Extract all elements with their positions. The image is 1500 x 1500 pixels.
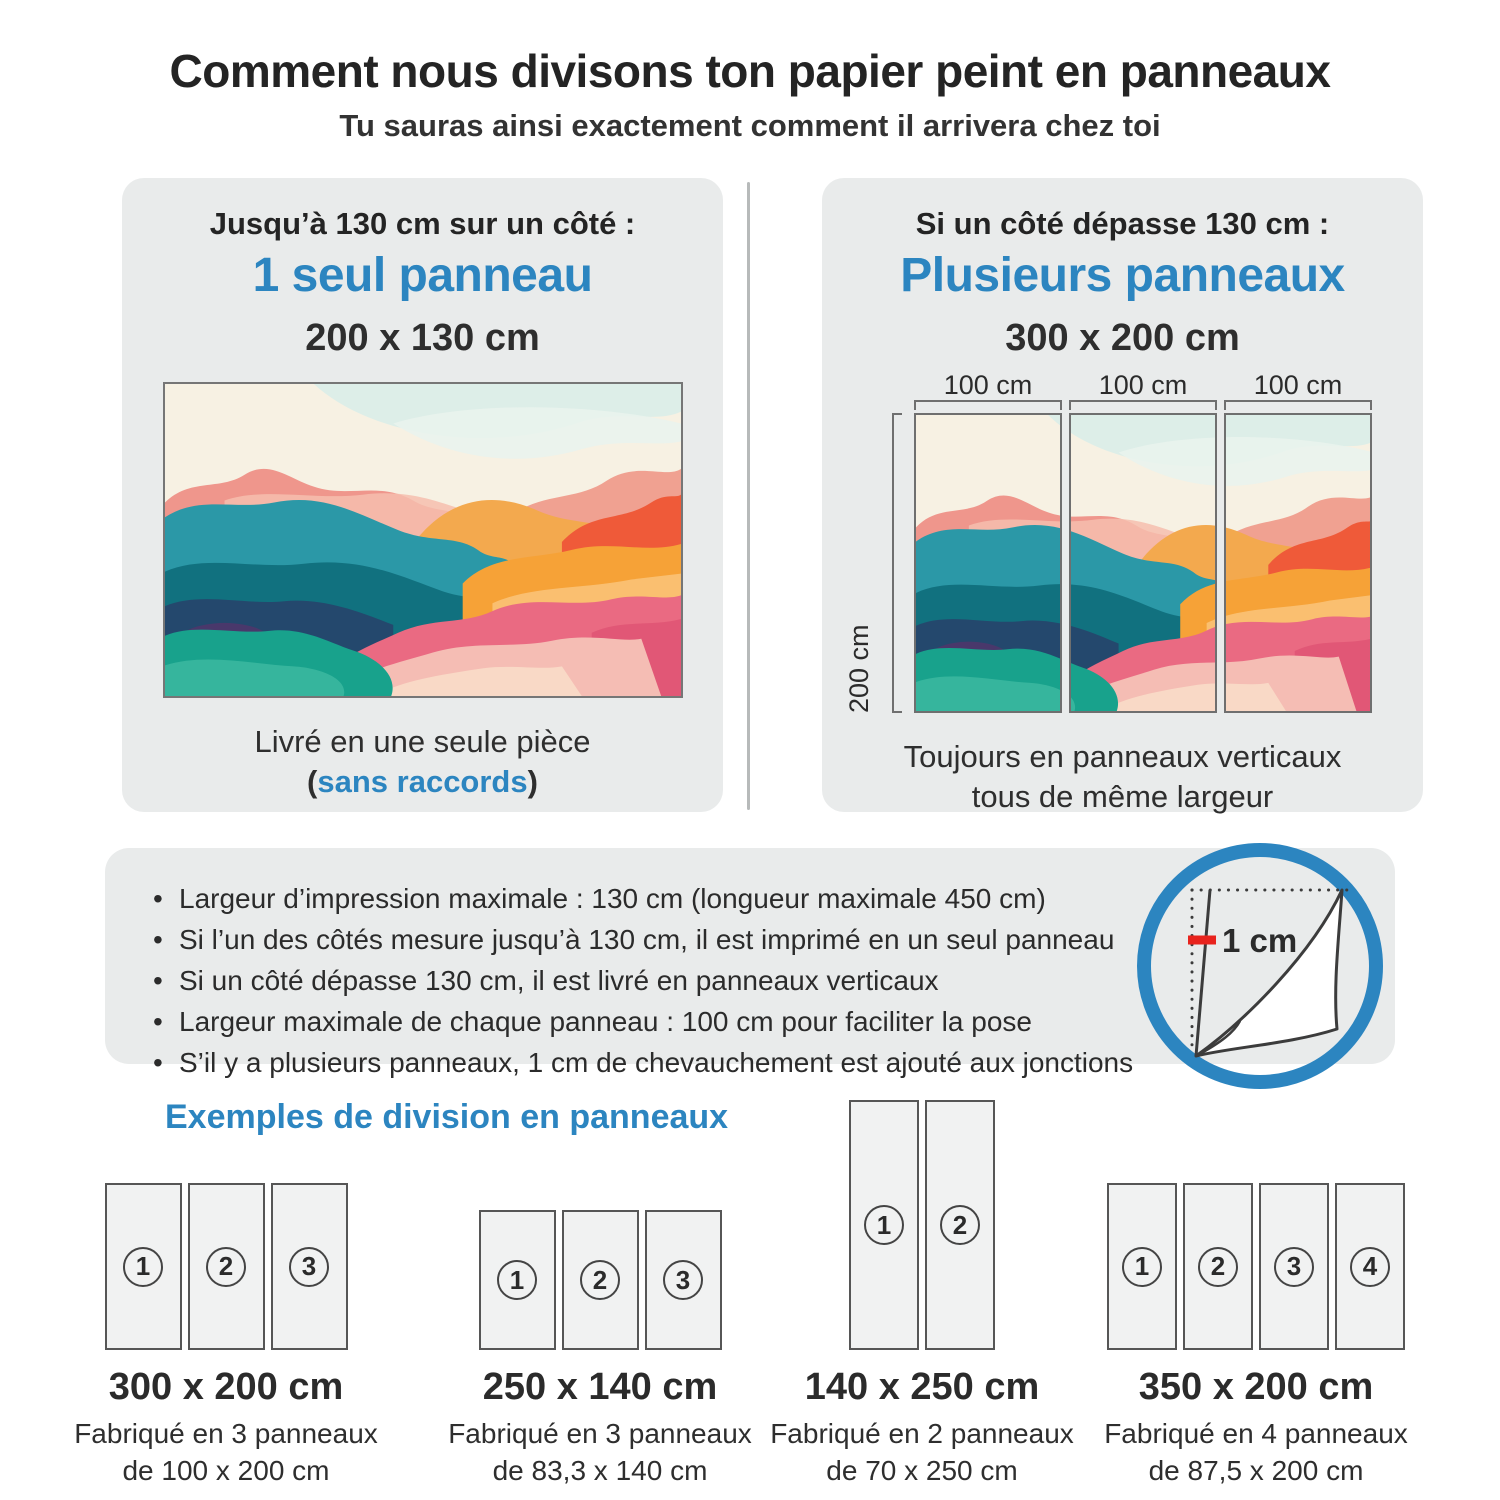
badge-ring — [1144, 850, 1376, 1082]
panel-width-measure — [914, 370, 1062, 410]
rule-item: • Si l’un des côtés mesure jusqu’à 130 cm, il est imprimé en un seul panneau — [153, 919, 1125, 960]
panel — [849, 1100, 919, 1350]
single-panel-result: 1 seul panneau — [252, 249, 593, 302]
panel-number-badge: 1 — [1122, 1247, 1162, 1287]
rule-item: • S’il y a plusieurs panneaux, 1 cm de chevauchement est ajouté aux jonctions — [153, 1042, 1125, 1083]
wallpaper-preview-panels — [914, 413, 1372, 713]
caption-highlight: sans raccords — [317, 764, 528, 799]
single-panel-condition: Jusqu’à 130 cm sur un côté : — [209, 206, 636, 241]
sheet-left-edge — [1196, 890, 1210, 1056]
example-size: 350 x 200 cm — [1138, 1366, 1374, 1408]
example-size: 140 x 250 cm — [804, 1366, 1040, 1408]
width-bracket — [1224, 400, 1372, 410]
panel — [479, 1210, 556, 1350]
example-description: Fabriqué en 4 panneaux de 87,5 x 200 cm — [1104, 1418, 1408, 1486]
panel-number-badge: 2 — [206, 1247, 246, 1287]
rule-item: • Largeur d’impression maximale : 130 cm (longueur maximale 450 cm) — [153, 878, 1125, 919]
panel-width-measure — [1224, 370, 1372, 410]
panel-width-label: 100 cm — [1098, 370, 1188, 400]
panel-width-measures — [914, 370, 1372, 410]
panel-number-badge: 3 — [1274, 1247, 1314, 1287]
width-bracket — [1069, 400, 1217, 410]
page-title: Comment nous divisons ton papier peint en panneaux — [169, 45, 1331, 97]
panel-width-label: 100 cm — [943, 370, 1033, 400]
watercolor-artwork — [1224, 415, 1372, 711]
overlap-label: 1 cm — [1222, 922, 1298, 959]
example-description: Fabriqué en 3 panneaux de 100 x 200 cm — [74, 1418, 378, 1486]
single-panel-caption: Livré en une seule pièce (sans raccords) — [254, 724, 591, 799]
panel — [1183, 1183, 1253, 1350]
curled-sheet — [1196, 890, 1342, 1056]
example-size: 250 x 140 cm — [482, 1366, 718, 1408]
example-panels — [1076, 1100, 1436, 1350]
page-subtitle: Tu sauras ainsi exactement comment il arrivera chez toi — [339, 108, 1161, 143]
wallpaper-panel-2 — [1069, 413, 1217, 713]
watercolor-artwork — [916, 415, 1062, 711]
example-description: Fabriqué en 2 panneaux de 70 x 250 cm — [770, 1418, 1074, 1486]
panel — [645, 1210, 722, 1350]
multi-panel-condition: Si un côté dépasse 130 cm : — [915, 206, 1330, 241]
panel-width-measure — [1069, 370, 1217, 410]
wallpaper-preview-single — [163, 382, 683, 698]
height-bracket — [892, 413, 902, 713]
panel — [105, 1183, 182, 1350]
example-size: 300 x 200 cm — [108, 1366, 344, 1408]
example-description: Fabriqué en 3 panneaux de 83,3 x 140 cm — [448, 1418, 752, 1486]
panel — [1335, 1183, 1405, 1350]
panel-number-badge: 3 — [663, 1260, 703, 1300]
panel-number-badge: 1 — [497, 1260, 537, 1300]
examples-row — [0, 1100, 1500, 1486]
multi-panel-diagram — [844, 370, 1372, 713]
multi-panel-size: 300 x 200 cm — [1005, 317, 1240, 359]
panel-number-badge: 4 — [1350, 1247, 1390, 1287]
example-panels — [742, 1100, 1102, 1350]
overlap-circle-icon — [1130, 836, 1390, 1096]
multi-panel-caption: Toujours en panneaux verticaux tous de même largeur — [903, 739, 1342, 814]
panel — [1259, 1183, 1329, 1350]
rule-item: • Si un côté dépasse 130 cm, il est livré en panneaux verticaux — [153, 960, 1125, 1001]
panel-width-label: 100 cm — [1253, 370, 1343, 400]
panel-number-badge: 2 — [940, 1205, 980, 1245]
panel-division-example — [1076, 1100, 1436, 1489]
rule-item: • Largeur maximale de chaque panneau : 100 cm pour faciliter la pose — [153, 1001, 1125, 1042]
example-panels — [46, 1100, 406, 1350]
panel-number-badge: 3 — [289, 1247, 329, 1287]
panel — [188, 1183, 265, 1350]
watercolor-artwork — [165, 384, 681, 696]
panel-number-badge: 2 — [580, 1260, 620, 1300]
wallpaper-panel-1 — [914, 413, 1062, 713]
single-panel-card — [122, 178, 723, 812]
multi-panel-card — [822, 178, 1423, 812]
width-bracket — [914, 400, 1062, 410]
panel-division-example — [46, 1100, 406, 1489]
single-panel-size: 200 x 130 cm — [305, 317, 540, 359]
wallpaper-panel-3 — [1224, 413, 1372, 713]
panel-number-badge: 1 — [123, 1247, 163, 1287]
cards-divider — [747, 182, 750, 810]
panel-height-label: 200 cm — [844, 624, 874, 713]
panel-division-example — [742, 1100, 1102, 1489]
panel — [562, 1210, 639, 1350]
panel — [1107, 1183, 1177, 1350]
example-panels — [420, 1100, 780, 1350]
examples-heading: Exemples de division en panneaux — [165, 1098, 729, 1136]
multi-panel-result: Plusieurs panneaux — [900, 249, 1345, 302]
panel-division-example — [420, 1100, 780, 1489]
panel-number-badge: 1 — [864, 1205, 904, 1245]
panel — [271, 1183, 348, 1350]
watercolor-artwork — [1069, 415, 1217, 711]
panel — [925, 1100, 995, 1350]
panel-number-badge: 2 — [1198, 1247, 1238, 1287]
